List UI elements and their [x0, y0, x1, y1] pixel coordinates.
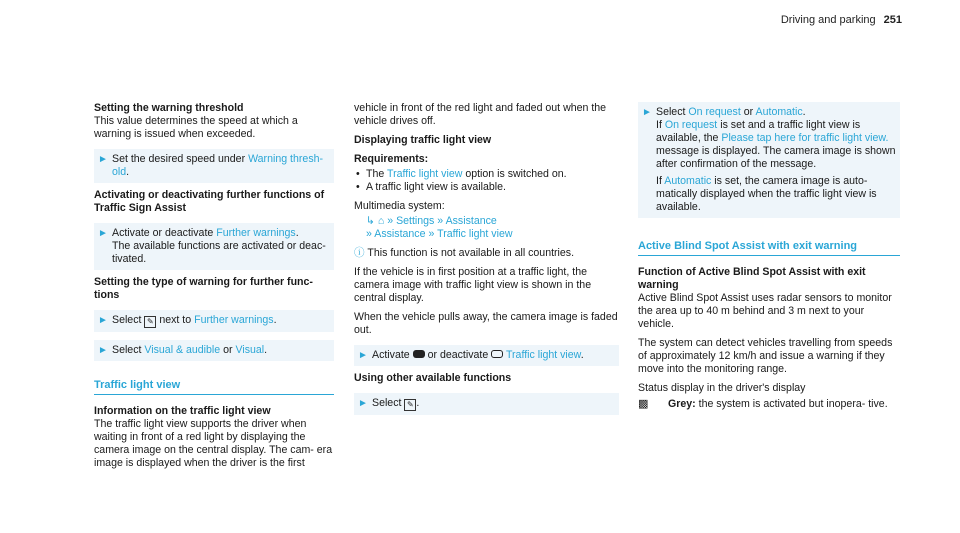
link-visual[interactable]: Visual	[235, 344, 265, 356]
link-please-tap[interactable]: Please tap here for traffic light view.	[721, 132, 889, 144]
para-status: Status display in the driver's display	[638, 382, 806, 394]
heading-warning-threshold: Setting the warning threshold This value determines the speed at which a warning is issued when exceeded.	[94, 102, 298, 140]
blind-spot-icon: ▩	[638, 398, 649, 410]
link-on-request[interactable]: On request	[688, 106, 741, 118]
step-select-edit: ► Select ✎ next to Further warnings.	[94, 310, 334, 332]
toggle-on-icon[interactable]	[413, 350, 425, 358]
nav-assistance[interactable]: Assistance	[445, 215, 497, 227]
link-traffic-light-view-2[interactable]: Traffic light view	[505, 349, 581, 361]
chevron-icon: »	[428, 228, 435, 240]
chevron-icon: »	[387, 215, 394, 227]
link-traffic-light-view[interactable]: Traffic light view	[387, 168, 463, 180]
heading-other-functions: Using other available functions	[354, 372, 512, 384]
section-traffic-light-view: Traffic light view	[94, 379, 334, 395]
page-header	[781, 14, 902, 27]
link-automatic-2[interactable]: Automatic	[664, 175, 712, 187]
page-number: 251	[883, 14, 902, 26]
status-grey: ▩ Grey: the system is activated but inopera- tive.	[638, 398, 888, 410]
link-automatic[interactable]: Automatic	[755, 106, 803, 118]
multimedia-label: Multimedia system:	[354, 200, 445, 212]
link-warning-threshold[interactable]: Warning thresh- old	[112, 153, 324, 178]
chevron-icon: »	[437, 215, 444, 227]
edit-icon[interactable]: ✎	[404, 399, 416, 411]
nav-assistance-2[interactable]: Assistance	[374, 228, 426, 240]
link-visual-audible[interactable]: Visual & audible	[144, 344, 221, 356]
toggle-off-icon[interactable]	[491, 350, 503, 358]
info-icon: ⓘ	[354, 247, 365, 259]
chevron-icon: »	[366, 228, 372, 240]
arrow-icon: ►	[98, 154, 108, 165]
arrow-icon: ►	[642, 107, 652, 118]
arrow-icon: ►	[358, 398, 368, 409]
req-bullet-2: • A traffic light view is available.	[354, 181, 619, 194]
nav-path	[354, 215, 619, 241]
heading-displaying-tlv: Displaying traffic light view	[354, 134, 492, 146]
edit-icon[interactable]: ✎	[144, 316, 156, 328]
link-further-warnings-2[interactable]: Further warnings	[194, 314, 274, 326]
heading-further-functions: Activating or deactivating further functions of Traffic Sign Assist	[94, 189, 325, 214]
step-select-visual: ► Select Visual & audible or Visual.	[94, 340, 334, 361]
step-select-mode: ► Select On request or Automatic. If On request is set and a traffic light view is available, the Please tap here for traffic light view. message is displayed. The camera image is shown after confirmation of the message. If Automatic is set, the camera image is auto- matically displayed when the traffic light view is available.	[638, 102, 900, 218]
info-traffic-light: Information on the traffic light view The traffic light view supports the driver when waiting in front of a red light by displaying the camera image on the central display. The cam- era image is displayed when the driver is the first	[94, 405, 333, 469]
arrow-icon: ►	[98, 228, 108, 239]
info-note: ⓘ This function is not available in all countries.	[354, 247, 575, 259]
column-2	[354, 102, 619, 421]
link-on-request-2[interactable]: On request	[664, 119, 718, 131]
step-activate-tlv: ► Activate or deactivate Traffic light view.	[354, 345, 619, 366]
para-pulls-away: When the vehicle pulls away, the camera image is faded out.	[354, 311, 618, 336]
para-detect: The system can detect vehicles travelling from speeds of approximately 12 km/h and issue a warning if they move into the monitoring range.	[638, 337, 893, 375]
link-further-warnings[interactable]: Further warnings	[216, 227, 296, 239]
para-continued: vehicle in front of the red light and faded out when the vehicle drives off.	[354, 102, 607, 127]
enter-icon: ↳	[366, 215, 375, 227]
step-select-edit-2: ► Select ✎ .	[354, 393, 619, 415]
para-radar: Active Blind Spot Assist uses radar sensors to monitor the area up to 40 m behind and 3 m next to your vehicle.	[638, 292, 892, 330]
nav-traffic-light-view[interactable]: Traffic light view	[437, 228, 513, 240]
column-3	[638, 102, 900, 417]
step-set-speed: ► Set the desired speed under Warning thresh- old.	[94, 149, 334, 183]
heading-type-of-warning: Setting the type of warning for further func- tions	[94, 276, 313, 301]
step-further-warnings: ► Activate or deactivate Further warnings. The available functions are activated or deac- tivated.	[94, 223, 334, 270]
para-first-position: If the vehicle is in first position at a traffic light, the camera image with traffic light view is shown in the central display.	[354, 266, 592, 304]
home-icon[interactable]: ⌂	[377, 215, 385, 227]
arrow-icon: ►	[98, 315, 108, 326]
req-bullet-1: • The Traffic light view option is switched on.	[354, 168, 619, 181]
heading-blind-spot-function: Function of Active Blind Spot Assist with exit warning	[638, 266, 866, 291]
arrow-icon: ►	[358, 350, 368, 361]
arrow-icon: ►	[98, 345, 108, 356]
nav-settings[interactable]: Settings	[396, 215, 435, 227]
section-blind-spot: Active Blind Spot Assist with exit warning	[638, 240, 900, 256]
requirements-label: Requirements:	[354, 153, 429, 165]
section-title: Driving and parking	[780, 14, 876, 26]
column-1	[94, 102, 334, 476]
